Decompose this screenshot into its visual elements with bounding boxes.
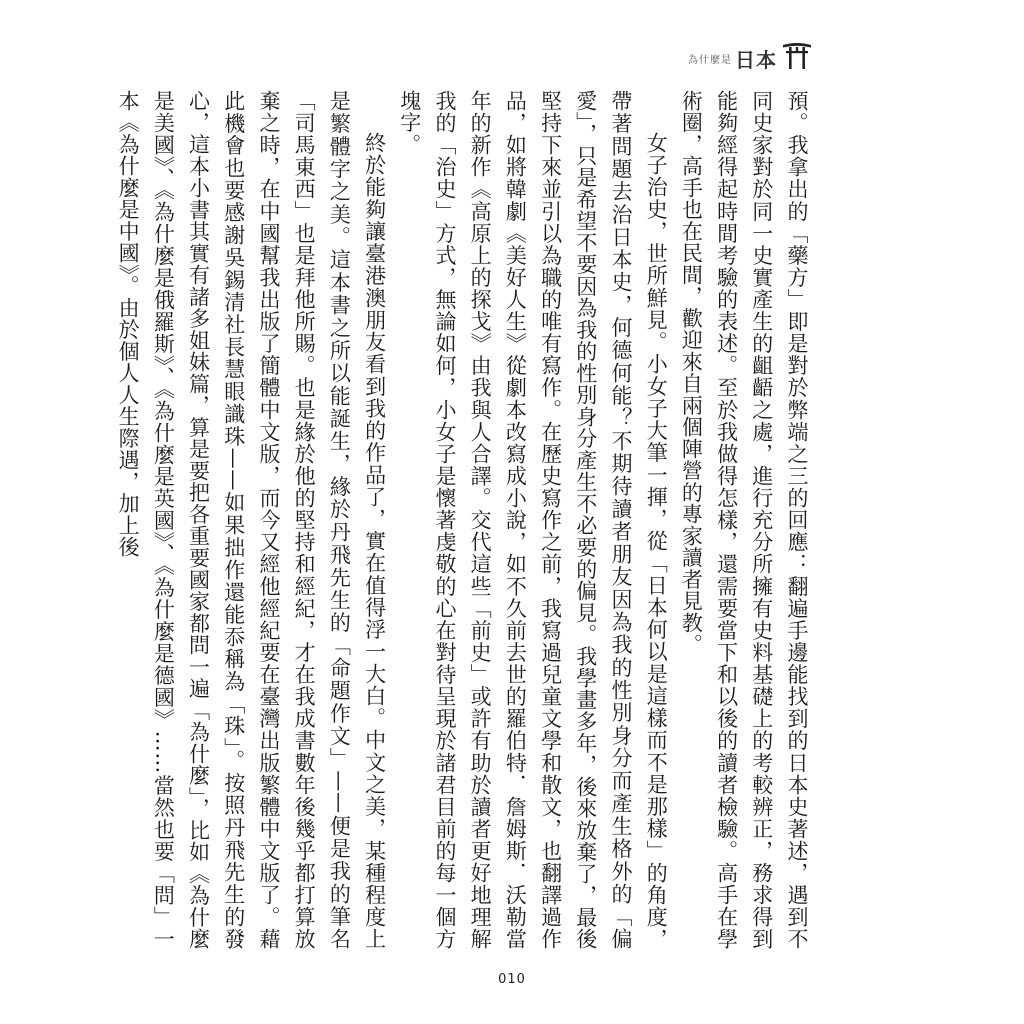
torii-gate-icon — [782, 40, 812, 70]
paragraph-women-history: 女子治史，世所鮮見。小女子大筆一揮，從「日本何以是這樣而不是那樣」的角度，帶著問題去治日本史，何德何能？不期待讀者朋友因為我的性別身分而產生格外的「偏愛」，只是希望不要因為我的性別身分產生不必要的偏見。我學畫多年，後來放棄了，最後堅持下來並引以為職的唯有寫作。在歷史寫作之前，我寫過兒童文學和散文，也翻譯過作品，如將韓劇《美好人生》從劇本改寫成小說，如不久前去世的羅伯特．詹姆斯．沃勒當年的新作《高原上的探戈》由我與人合譯。交代這些「前史」或許有助於讀者更好地理解我的「治史」方式，無論如何，小女子是懷著虔敬的心在對待呈現於諸君目前的每一個方塊字。 — [397, 90, 669, 950]
paragraph-continuation: 預。我拿出的「藥方」即是對於弊端之三的回應：翻遍手邊能找到的日本史著述，遇到不同史家對於同一史實產生的齟齬之處，進行充分所擁有史料基礎上的考較辨正，務求得到能夠經得起時間考驗的表述。至於我做得怎樣，還需要當下和以後的讀者檢驗。高手在學術圈，高手也在民間，歡迎來自兩個陣營的專家讀者見教。 — [679, 90, 809, 950]
page-number: 010 — [498, 972, 526, 987]
running-header — [688, 40, 812, 70]
header-title-small: 為什麼是 — [688, 55, 732, 66]
body-text — [116, 90, 814, 950]
header-title-big: 日本 — [735, 48, 777, 72]
paragraph-acknowledgements: 終於能夠讓臺港澳朋友看到我的作品了，實在值得浮一大白。中文之美，某種程度上是繁體字之美。這本書之所以能誕生，緣於丹飛先生的「命題作文」——便是我的筆名「司馬東西」也是拜他所賜。也是緣於他的堅持和經紀，才在我成書數年後幾乎都打算放棄之時，在中國幫我出版了簡體中文版，而今又經他經紀要在臺灣出版繁體中文版了。藉此機會也要感謝吳錫清社長慧眼識珠——如果拙作還能忝稱為「珠」。按照丹飛先生的發心，這本小書其實有諸多姐妹篇，算是要把各重要國家都問一遍「為什麼」，比如《為什麼是美國》、《為什麼是俄羅斯》、《為什麼是英國》、《為什麼是德國》……當然也要「問」一本《為什麼是中國》。由於個人人生際遇，加上後 — [116, 90, 387, 950]
